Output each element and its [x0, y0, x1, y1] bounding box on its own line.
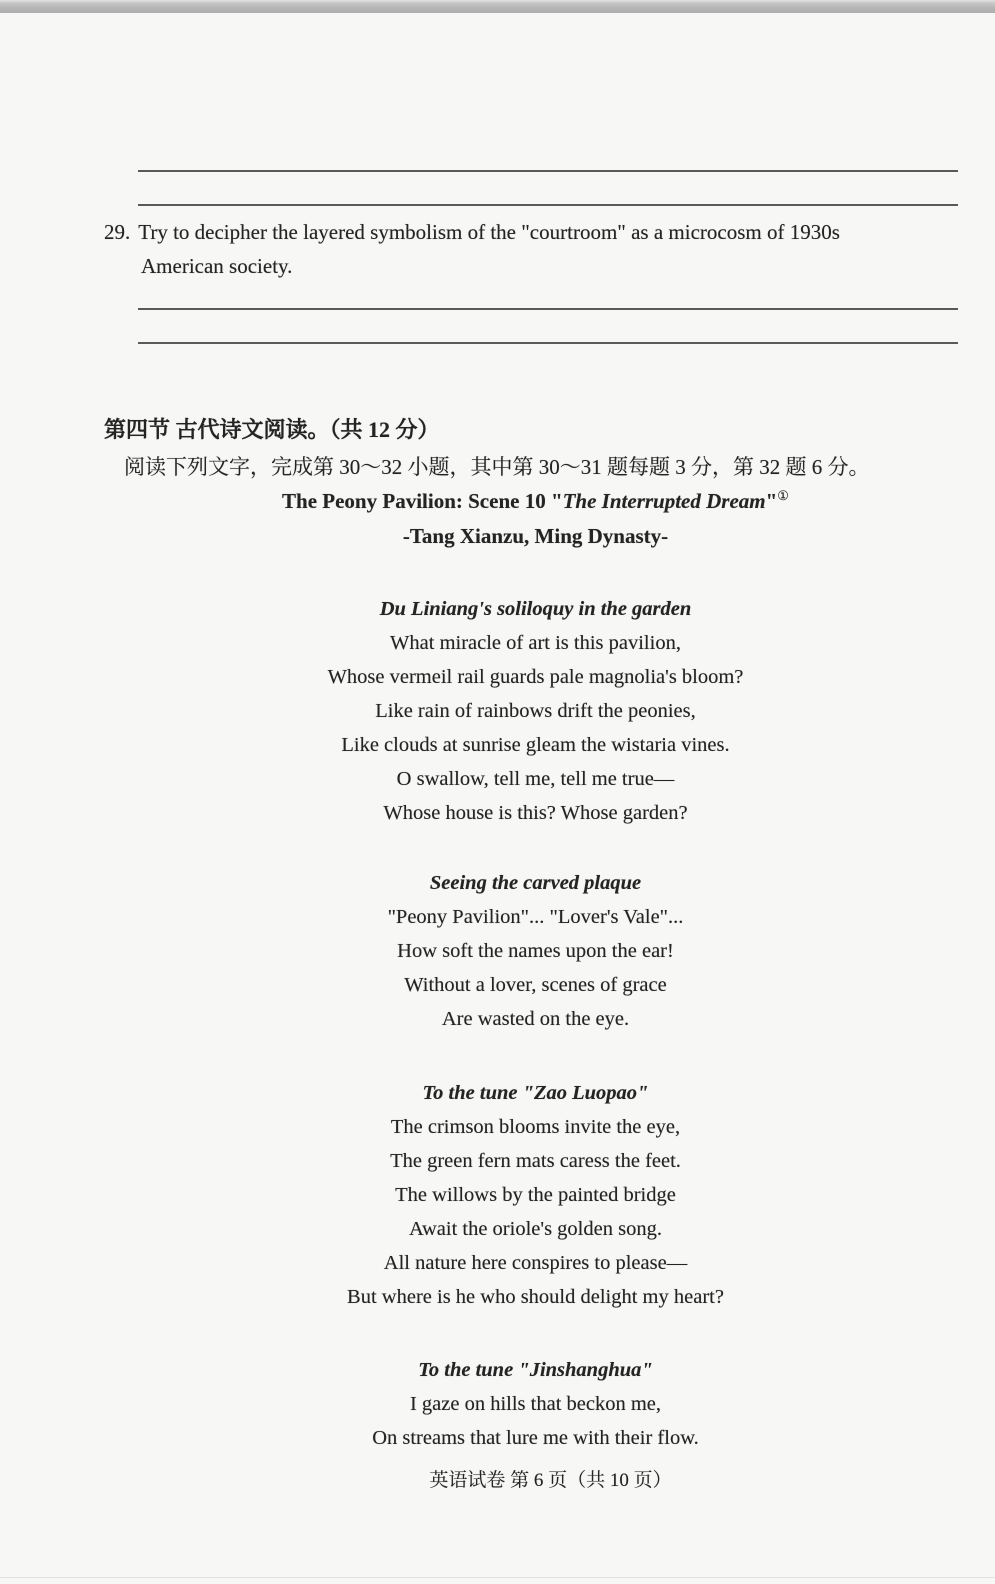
poem-line: The crimson blooms invite the eye, — [390, 1116, 681, 1138]
question-29-line-2: American society. — [141, 254, 293, 278]
poem-line: Are wasted on the eye. — [441, 1008, 630, 1030]
question-29-text: Try to decipher the layered symbolism of the "courtroom" as a microcosm of 1930s — [138, 220, 840, 244]
poem-line: Like clouds at sunrise gleam the wistaria vines. — [341, 734, 730, 756]
passage-author: -Tang Xianzu, Ming Dynasty- — [402, 524, 669, 548]
poem-line: All nature here conspires to please— — [383, 1252, 688, 1274]
poem-line: The green fern mats caress the feet. — [390, 1150, 681, 1172]
passage-title-suffix: " — [765, 489, 778, 513]
passage-title-italic: The Interrupted Dream — [562, 489, 766, 513]
poem-line: "Peony Pavilion"... "Lover's Vale"... — [387, 906, 684, 928]
stanza-heading: To the tune "Zao Luopao" — [422, 1082, 649, 1104]
poem-stanza-2 — [0, 866, 995, 1036]
poem-line: Await the oriole's golden song. — [409, 1218, 662, 1240]
poem-stanza-3 — [0, 1076, 995, 1314]
poem-line: O swallow, tell me, tell me true— — [396, 768, 675, 790]
poem-line: How soft the names upon the ear! — [397, 940, 674, 962]
section-instructions: 阅读下列文字，完成第 30～32 小题，其中第 30～31 题每题 3 分，第 32 题 6 分。 — [124, 455, 870, 479]
poem-line: On streams that lure me with their flow. — [372, 1427, 699, 1449]
answer-line — [138, 204, 958, 206]
passage-title — [0, 484, 995, 518]
page-footer: 英语试卷 第 6 页（共 10 页） — [429, 1470, 672, 1491]
passage-title-prefix: The Peony Pavilion: Scene 10 " — [282, 489, 563, 513]
footnote-mark: ① — [777, 488, 789, 503]
answer-line — [138, 342, 958, 344]
answer-line — [138, 170, 958, 172]
stanza-heading: To the tune "Jinshanghua" — [418, 1359, 653, 1381]
answer-line — [138, 308, 958, 310]
page-bottom-edge — [0, 1577, 995, 1578]
poem-line: The willows by the painted bridge — [395, 1184, 676, 1206]
top-window-edge-bar — [0, 0, 995, 13]
question-number: 29. — [104, 220, 131, 244]
poem-line: Whose house is this? Whose garden? — [383, 802, 688, 824]
poem-line: Whose vermeil rail guards pale magnolia's bloom? — [327, 666, 744, 688]
poem-line: What miracle of art is this pavilion, — [390, 632, 681, 654]
stanza-heading: Du Liniang's soliloquy in the garden — [379, 598, 692, 620]
poem-stanza-4 — [0, 1353, 995, 1455]
poem-stanza-1 — [0, 592, 995, 830]
poem-line: Like rain of rainbows drift the peonies, — [375, 700, 696, 722]
stanza-heading: Seeing the carved plaque — [429, 872, 642, 894]
section-heading: 第四节 古代诗文阅读。（共 12 分） — [104, 417, 440, 442]
question-29-line-1 — [104, 215, 944, 249]
question-29 — [104, 215, 944, 283]
poem-line: But where is he who should delight my heart? — [347, 1286, 724, 1308]
poem-line: I gaze on hills that beckon me, — [409, 1393, 662, 1415]
poem-line: Without a lover, scenes of grace — [404, 974, 667, 996]
